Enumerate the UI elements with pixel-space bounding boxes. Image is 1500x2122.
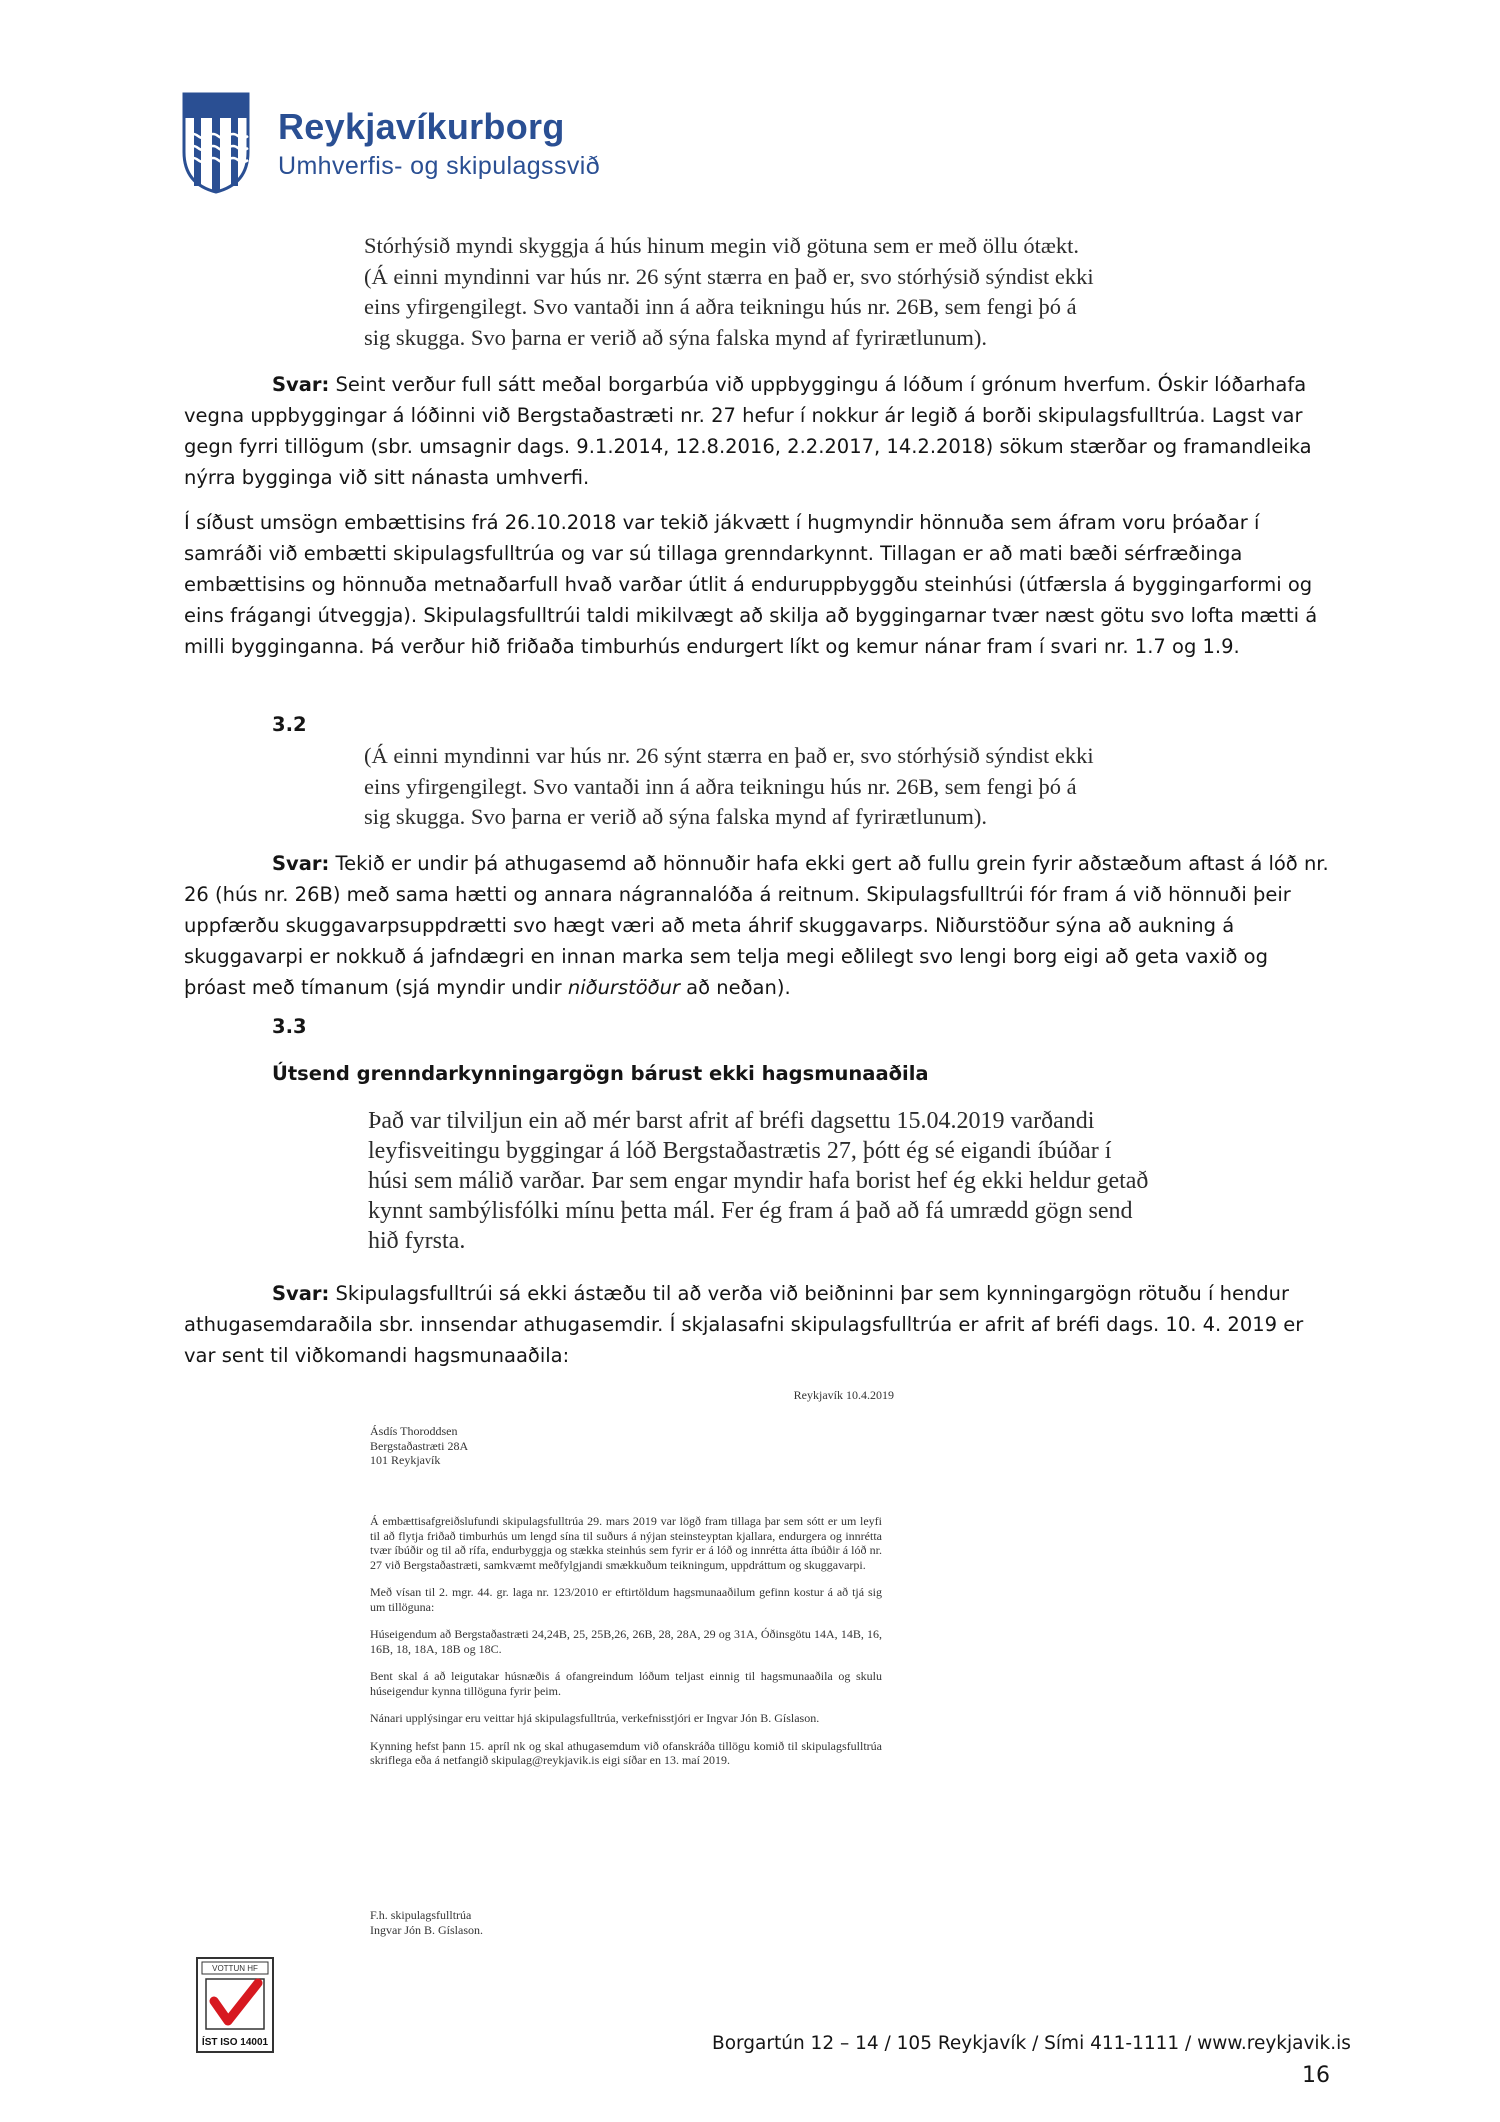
iso-certification-icon: [196, 1957, 274, 2053]
letter-paragraph: Með vísan til 2. mgr. 44. gr. laga nr. 123/2010 er eftirtöldum hagsmunaaðilum gefinn kostur á að tjá sig um tillöguna:: [370, 1585, 882, 1614]
footer-address: Borgartún 12 – 14 / 105 Reykjavík / Sími 411-1111 / www.reykjavik.is: [712, 2033, 1351, 2054]
recipient-line: Bergstaðastræti 28A: [370, 1438, 469, 1453]
letter-signature: [370, 1908, 483, 1937]
letter-recipient: [370, 1424, 468, 1468]
signature-line: Ingvar Jón B. Gíslason.: [370, 1922, 483, 1937]
answer-label: Svar:: [272, 852, 330, 875]
quote-block-1: [364, 231, 1094, 353]
cert-top-label: VOTTUN HF: [212, 1964, 258, 1973]
letter-body: [370, 1514, 882, 1781]
letter-paragraph: Kynning hefst þann 15. apríl nk og skal athugasemdum við ofanskráða tillögu komið til skipulagsfulltrúa skriflega eða á netfangið skipulag@reykjavik.is eigi síðar en 13. maí 2019.: [370, 1738, 882, 1767]
quote-line: Það var tilviljun ein að mér barst afrit af bréfi dagsettu 15.04.2019 varðandi: [368, 1108, 1095, 1134]
recipient-line: 101 Reykjavík: [370, 1453, 441, 1467]
recipient-line: Ásdís Thoroddsen: [370, 1424, 458, 1438]
section-number: 3.2: [272, 713, 307, 736]
quote-line: eins yfirgengilegt. Svo vantaði inn á aðra teikningu hús nr. 26B, sem fengi þó á: [364, 773, 1077, 799]
quote-line: sig skugga. Svo þarna er verið að sýna falska mynd af fyrirætlunum).: [364, 324, 987, 350]
answer-block-1: [184, 369, 1334, 662]
cert-bottom-label: ÍST ISO 14001: [201, 2037, 269, 2048]
quote-line: (Á einni myndinni var hús nr. 26 sýnt stærra en það er, svo stórhýsið sýndist ekki: [364, 263, 1094, 289]
letter-paragraph: Bent skal á að leigutakar húsnæðis á ofangreindum lóðum teljast einnig til hagsmunaaðila og skulu húseigendur kynna tillöguna fyrir þeim.: [370, 1669, 882, 1698]
answer-text: Skipulagsfulltrúi sá ekki ástæðu til að verða við beiðninni þar sem kynningargögn rötuðu í hendur athugasemdaraðila sbr. innsendar athugasemdir. Í skjalasafni skipulagsfulltrúa er afrit af bréfi dags. 10. 4. 2019 er var sent til viðkomandi hagsmunaaðila:: [184, 1282, 1304, 1367]
emphasis-text: niðurstöður: [567, 976, 680, 999]
signature-line: F.h. skipulagsfulltrúa: [370, 1908, 472, 1922]
quote-line: leyfisveitingu byggingar á lóð Bergstaðastrætis 27, þótt ég sé eigandi íbúðar í: [368, 1138, 1112, 1164]
page-number: 16: [1302, 2063, 1330, 2088]
reykjavik-crest-icon: [182, 92, 250, 194]
department-name: Umhverfis- og skipulagssvið: [278, 152, 601, 180]
answer-text: Tekið er undir þá athugasemd að hönnuðir hafa ekki gert að fullu grein fyrir aðstæðum aftast á lóð nr. 26 (hús nr. 26B) með sama hætti og annara nágrannalóða á reitnum. Skipulagsfulltrúi fór fram á við hönnuði þeir uppfærðu skuggavarpsuppdrætti svo hægt væri að meta áhrif skuggavarps. Niðurstöður sýna að aukning á skuggavarpi er nokkuð á jafndægri en innan marka sem telja megi eðlilegt svo lengi borg eigi að geta vaxið og þróast með tímanum (sjá myndir undir: [184, 852, 1329, 999]
quote-line: sig skugga. Svo þarna er verið að sýna falska mynd af fyrirætlunum).: [364, 804, 987, 829]
quote-line: kynnt sambýlisfólki mínu þetta mál. Fer ég fram á það að fá umrædd gögn send: [368, 1198, 1133, 1224]
quote-line: eins yfirgengilegt. Svo vantaði inn á aðra teikningu hús nr. 26B, sem fengi þó á: [364, 294, 1077, 319]
section-number: 3.3: [272, 1015, 307, 1038]
answer-text: Seint verður full sátt meðal borgarbúa við uppbyggingu á lóðum í grónum hverfum. Óskir lóðarhafa vegna uppbyggingar á lóðinni við Bergstaðastræti nr. 27 hefur í nokkur ár legið á borði skipulagsfulltrúa. Lagst var gegn fyrri tillögum (sbr. umsagnir dags. 9.1.2014, 12.8.2016, 2.2.2017, 14.2.2018) sökum stærðar og framandleika nýrra bygginga við sitt nánasta umhverfi.: [184, 373, 1312, 489]
org-name: Reykjavíkurborg: [278, 106, 565, 147]
answer-text-end: að neðan).: [679, 976, 791, 999]
letter-paragraph: Húseigendum að Bergstaðastræti 24,24B, 25, 25B,26, 26B, 28, 28A, 29 og 31A, Óðinsgötu 14A, 14B, 16, 16B, 18, 18A, 18B og 18C.: [370, 1627, 882, 1656]
letterhead: [182, 88, 642, 198]
quote-line: hið fyrsta.: [368, 1228, 466, 1254]
section-heading: Útsend grenndarkynningargögn bárust ekki hagsmunaaðila: [272, 1062, 929, 1085]
quote-line: (Á einni myndinni var hús nr. 26 sýnt stærra en það er, svo stórhýsið sýndist ekki: [364, 743, 1094, 768]
embedded-letter: [346, 1378, 906, 1956]
answer-block-3: [184, 1278, 1334, 1371]
answer-label: Svar:: [272, 373, 330, 396]
answer-label: Svar:: [272, 1282, 330, 1305]
letter-date: Reykjavík 10.4.2019: [793, 1388, 894, 1402]
quote-block-3: [368, 1106, 1148, 1256]
letter-paragraph: Á embættisafgreiðslufundi skipulagsfulltrúa 29. mars 2019 var lögð fram tillaga þar sem sótt er um leyfi til að flytja friðað timburhús um lengd sína til suðurs á nýjan steinsteyptan kjallara, endurgera og innrétta tvær íbúðir og til að rífa, endurbyggja og stækka steinhús sem fyrir er á lóð og innrétta átta íbúðir á lóð nr. 27 við Bergstaðastræti, samkvæmt meðfylgjandi smækkuðum teikningum, uppdráttum og skuggavarpi.: [370, 1514, 882, 1572]
paragraph: Í síðust umsögn embættisins frá 26.10.2018 var tekið jákvætt í hugmyndir hönnuða sem áfram voru þróaðar í samráði við embætti skipulagsfulltrúa og var sú tillaga grenndarkynnt. Tillagan er að mati bæði sérfræðinga embættisins og hönnuða metnaðarfull hvað varðar útlit á enduruppbyggðu steinhúsi (útfærsla á byggingarformi og eins frágangi útveggja). Skipulagsfulltrúi taldi mikilvægt að skilja að byggingarnar tvær næst götu svo lofta mætti á milli bygginganna. Þá verður hið friðaða timburhús endurgert líkt og kemur nánar fram í svari nr. 1.7 og 1.9.: [184, 511, 1318, 658]
quote-line: Stórhýsið myndi skyggja á hús hinum megin við götuna sem er með öllu ótækt.: [364, 233, 1079, 258]
quote-line: húsi sem málið varðar. Þar sem engar myndir hafa borist hef ég ekki heldur getað: [368, 1168, 1149, 1194]
answer-block-2: [184, 848, 1334, 1003]
quote-block-2: [364, 741, 1094, 833]
letter-paragraph: Nánari upplýsingar eru veittar hjá skipulagsfulltrúa, verkefnisstjóri er Ingvar Jón B. Gíslason.: [370, 1711, 820, 1725]
